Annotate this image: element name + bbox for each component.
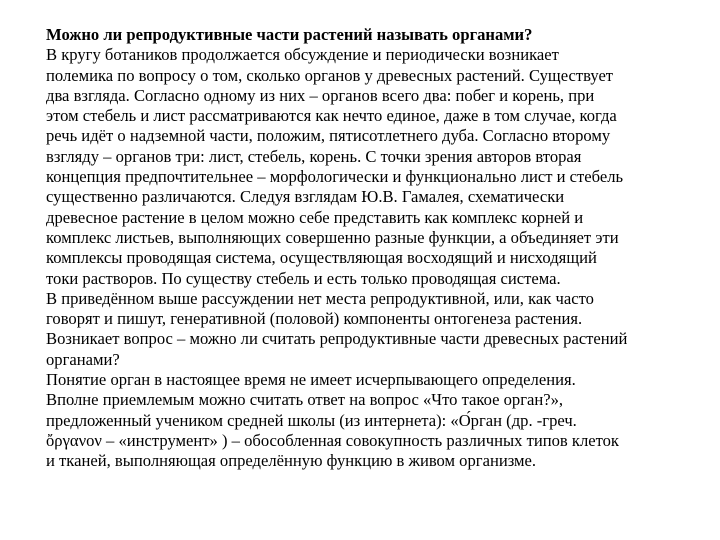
text-line-20: ὄργανον – «инструмент» ) – обособленная совокупность различных типов клеток (46, 430, 619, 450)
text-line-7: концепция предпочтительнее – морфологически и функционально лист и стебель (46, 167, 624, 187)
document-body (46, 25, 686, 472)
document-title: Можно ли репродуктивные части растений называть органами? (46, 25, 533, 44)
text-line-1: В кругу ботаников продолжается обсуждение и периодически возникает (46, 45, 559, 65)
text-line-18: Вполне приемлемым можно считать ответ на вопрос «Что такое орган?», (46, 390, 564, 410)
text-line-6: взгляду – органов три: лист, стебель, корень. С точки зрения авторов вторая (46, 146, 582, 166)
text-line-14: говорят и пишут, генеративной (половой) компоненты онтогенеза растения. (46, 309, 583, 329)
text-line-21: и тканей, выполняющая определённую функцию в живом организме. (46, 451, 537, 471)
text-line-2: полемика по вопросу о том, сколько органов у древесных растений. Существует (46, 65, 614, 85)
text-line-5: речь идёт о надземной части, положим, пятисотлетнего дуба. Согласно второму (46, 126, 611, 146)
text-line-15: Возникает вопрос – можно ли считать репродуктивные части древесных растений (46, 329, 628, 349)
text-line-12: токи растворов. По существу стебель и есть только проводящая система. (46, 268, 561, 288)
text-line-8: существенно различаются. Следуя взглядам Ю.В. Гамалея, схематически (46, 187, 565, 207)
text-line-17: Понятие орган в настоящее время не имеет исчерпывающего определения. (46, 370, 576, 390)
text-line-4: этом стебель и лист рассматриваются как нечто единое, даже в том случае, когда (46, 106, 617, 126)
text-line-16: органами? (46, 349, 120, 369)
text-line-19: предложенный учеником средней школы (из интернета): «О́рган (др. -греч. (46, 410, 577, 430)
text-line-11: комплексы проводящая система, осуществляющая восходящий и нисходящий (46, 248, 597, 268)
text-line-3: два взгляда. Согласно одному из них – органов всего два: побег и корень, при (46, 85, 595, 105)
text-line-13: В приведённом выше рассуждении нет места репродуктивной, или, как часто (46, 288, 594, 308)
text-line-10: комплекс листьев, выполняющих совершенно разные функции, а объединяет эти (46, 227, 619, 247)
text-line-9: древесное растение в целом можно себе представить как комплекс корней и (46, 207, 584, 227)
